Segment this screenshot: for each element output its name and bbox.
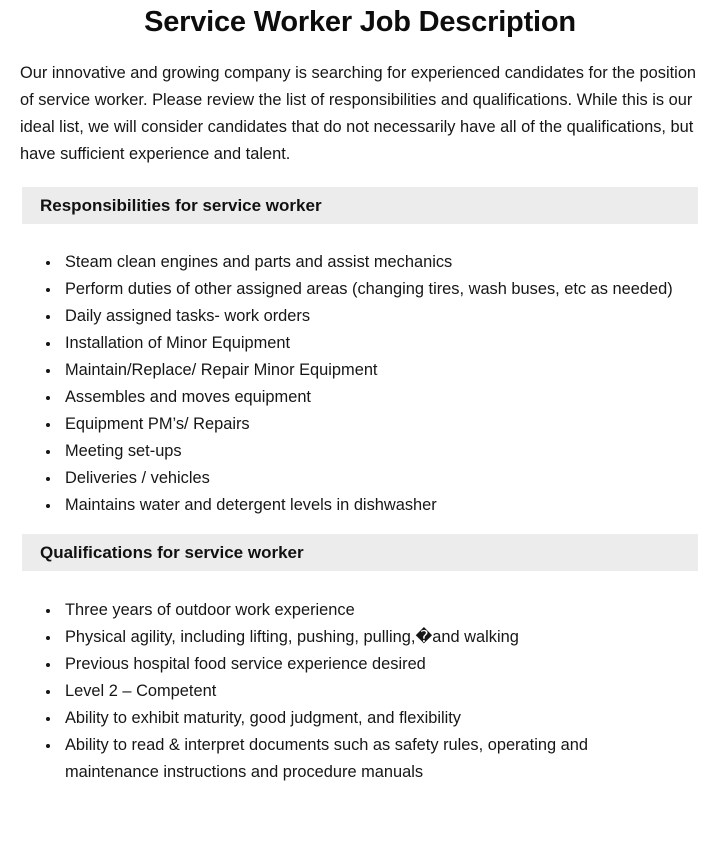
page-title: Service Worker Job Description <box>144 6 576 38</box>
list-item: • Ability to read & interpret documents such as safety rules, operating and maintenance instructions and procedure manuals <box>61 732 680 786</box>
list-item: • Daily assigned tasks- work orders <box>61 303 680 330</box>
list-item: • Equipment PM’s/ Repairs <box>61 411 680 438</box>
qualifications-heading: Qualifications for service worker <box>40 542 304 562</box>
list-item: • Steam clean engines and parts and assist mechanics <box>61 249 680 276</box>
list-item: • Previous hospital food service experience desired <box>61 651 680 678</box>
responsibilities-list <box>20 249 700 519</box>
list-item: • Level 2 – Competent <box>61 678 680 705</box>
list-item: • Maintain/Replace/ Repair Minor Equipment <box>61 357 680 384</box>
list-item: • Maintains water and detergent levels in dishwasher <box>61 492 680 519</box>
list-item: • Assembles and moves equipment <box>61 384 680 411</box>
list-item: • Installation of Minor Equipment <box>61 330 680 357</box>
list-item: • Meeting set-ups <box>61 438 680 465</box>
list-item: • Physical agility, including lifting, pushing, pulling,�and walking <box>61 624 680 651</box>
list-item: • Ability to exhibit maturity, good judgment, and flexibility <box>61 705 680 732</box>
list-item: • Three years of outdoor work experience <box>61 597 680 624</box>
responsibilities-heading: Responsibilities for service worker <box>40 195 322 215</box>
section-header-responsibilities <box>22 187 698 224</box>
intro-paragraph: Our innovative and growing company is searching for experienced candidates for the position of service worker. Please review the list of responsibilities and qualifications. While this is our ideal list, we will consider candidates that do not necessarily have all of the qualifications, but have sufficient experience and talent. <box>20 64 697 163</box>
qualifications-list <box>20 597 700 786</box>
list-item: • Deliveries / vehicles <box>61 465 680 492</box>
list-item: • Perform duties of other assigned areas (changing tires, wash buses, etc as needed) <box>61 276 680 303</box>
section-header-qualifications <box>22 534 698 571</box>
